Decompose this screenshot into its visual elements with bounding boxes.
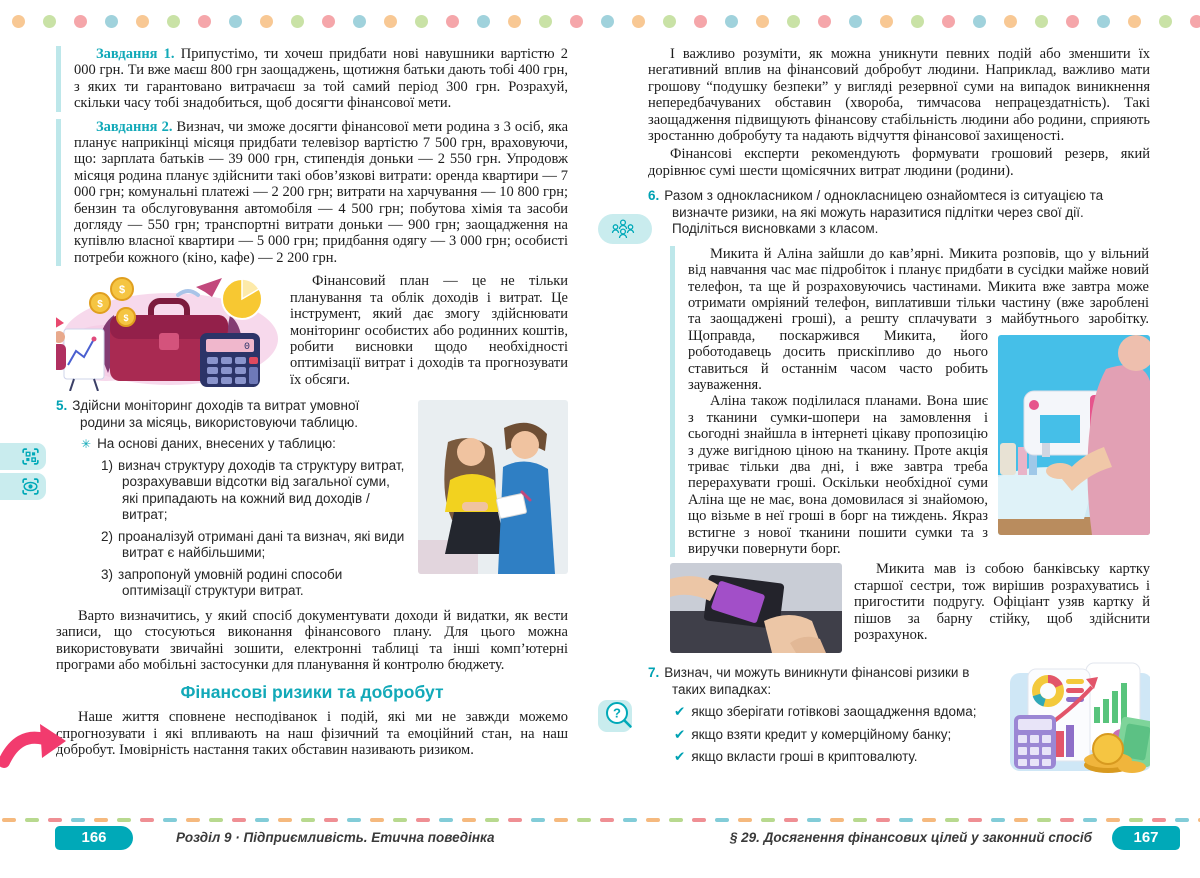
float-spacer bbox=[1149, 246, 1150, 332]
svg-text:0: 0 bbox=[243, 342, 250, 354]
story-paragraph-3: Микита мав із собою банківську картку старшої сестри, тож вирішив розрахуватись і пригостити подругу. Офіціант узяв картку й пішов за барну стійку, щоб здійснити розрахунок. bbox=[854, 561, 1150, 644]
svg-text:$: $ bbox=[118, 284, 126, 297]
exercise-7-check-item: ✔ якщо взяти кредит у комерційному банку; bbox=[674, 726, 952, 742]
exercise-5-item: 1) визнач структуру доходів та структуру витрат, розрахувавши відсотки від загальної суми, які припадають на кожний вид доходів / витрат; bbox=[101, 457, 405, 523]
card-payment-photo bbox=[670, 563, 842, 653]
chapter-footer-text: Розділ 9 · Підприємливість. Етична поведінка bbox=[176, 830, 495, 845]
bottom-dashed-border bbox=[2, 818, 1200, 822]
checkmark-icon: ✔ bbox=[674, 726, 686, 742]
svg-text:$: $ bbox=[97, 299, 103, 311]
task1-label: Завдання 1. bbox=[96, 46, 175, 62]
exercise-5-text: Здійсни моніторинг доходів та витрат умовної родини за місяць, використовуючи таблицю. bbox=[72, 398, 360, 430]
pair-work-chip bbox=[598, 214, 652, 244]
task2-label: Завдання 2. bbox=[96, 118, 173, 135]
checkmark-icon: ✔ bbox=[674, 749, 686, 765]
exercise-5 bbox=[56, 398, 568, 600]
teens-photo bbox=[418, 400, 568, 574]
financial-plan-section bbox=[56, 273, 568, 391]
pink-arrow-decoration bbox=[0, 716, 66, 770]
exercise-5-item: 3) запропонуй умовній родині способи оптимізації структури витрат. bbox=[101, 566, 343, 599]
exercise-6-number: 6. bbox=[648, 188, 660, 204]
task2-text: Визнач, чи зможе досягти фінансової мети родина з 3 осіб, яка планує наприкінці місяця придбати телевізор вартістю 7 500 грн, враховуючи, що: зарплата батьків — 39 000 грн, стипендія доньки — 2 550 грн. Упродовж місяця родина планує здійснити такі обов’язкові витрати: оренда квартири — 7 000 грн; комунальні платежі — 2 200 грн; витрати на харчування — 10 800 грн; бензин та обслуговування автомобіля — 4 500 грн; побутова хімія та засоби догляду — 550 грн; транспортні витрати доньки — 900 грн; заощадження на купівлю власної квартири — 5 000 грн; придбання одягу — 3 000 грн; особисті потреби кожного (кіно, кафе) — 2 200 грн. bbox=[74, 118, 568, 266]
exercise-5-number: 5. bbox=[56, 398, 68, 414]
exercise-7 bbox=[648, 665, 1150, 779]
charts-3d-illustration bbox=[1006, 661, 1150, 779]
financial-plan-text: Фінансовий план — це не тільки планування та облік доходів і витрат. Це інструмент, який дає змогу здійснювати моніторинг особистих або родинних коштів, робити висновки щодо необхідності оптимізації витрат і доходів та прогнозувати їх обсяги. bbox=[290, 273, 568, 388]
story-block bbox=[670, 246, 1150, 558]
paragraph-avoid-events: І важливо розуміти, як можна уникнути певних подій або зменшити їх негативний вплив на фінансовий добробут людини. Наприклад, важливо мати грошову “подушку безпеки” у вигляді резервної суми на випадок виникнення непередбачуваних обставин (хвороба, тимчасова непрацездатність). Такі заощадження підвищують фінансову стабільність людини або родини, сприяють зростанню добробуту та надають відчуття фінансової захищеності. bbox=[648, 46, 1150, 145]
sewing-photo bbox=[998, 335, 1150, 535]
task1-text: Припустімо, ти хочеш придбати нові навушники вартістю 2 000 грн. Ти вже маєш 800 грн заощаджень, щотижня батьки дають тобі 400 грн, з яких ти гарантовано витрачаєш за той самий період 300 грн. Розрахуй, скільки часу тобі знадобиться, щоб досягти фінансової мети. bbox=[74, 46, 568, 112]
exercise-6-text: Разом з однокласником / однокласницею ознайомтеся із ситуацією та визначте ризики, на які можуть наразитися підлітки через свої дії. Поділіться висновками з класом. bbox=[664, 188, 1104, 237]
page-number-badge-right: 167 bbox=[1112, 826, 1180, 850]
story-paragraph-1: Микита й Аліна зайшли до кав’ярні. Микита розповів, що у вільний від навчання час має підробіток і планує придбати в сусідки майже новий телефон, та ще й розраховуючись частинами. Микита вже завтра може отримати омріяний телефон, виплативши тільки частину (вже зароблені та заощаджені гроші), а решту сплачувати з майбутнього заробітку. Щоправда, поскаржився Микита, його роботодавець досить прискіпливо до нього ставиться й останнім часом часто робить зауваження. bbox=[688, 245, 1149, 393]
question-chip bbox=[598, 700, 632, 732]
right-page bbox=[648, 46, 1150, 814]
task2-block bbox=[56, 119, 568, 267]
eye-scan-chip bbox=[0, 473, 46, 500]
section-heading: Фінансові ризики та добробут bbox=[180, 682, 444, 703]
section-footer-text: § 29. Досягнення фінансових цілей у законний спосіб bbox=[729, 830, 1092, 845]
task1-block bbox=[56, 46, 568, 112]
exercise-7-check-item: ✔ якщо вкласти гроші в криптовалюту. bbox=[674, 749, 918, 765]
exercise-5-item: 2) проаналізуй отримані дані та визнач, які види витрат є найбільшими; bbox=[101, 528, 405, 561]
qr-scan-chip bbox=[0, 443, 46, 470]
exercise-7-number: 7. bbox=[648, 665, 660, 681]
exercise-7-check-item: ✔ якщо зберігати готівкові заощадження вдома; bbox=[674, 704, 977, 720]
page-number-badge-left: 166 bbox=[55, 826, 133, 850]
checkmark-icon: ✔ bbox=[674, 704, 686, 720]
svg-text:$: $ bbox=[123, 313, 129, 324]
paragraph-experts: Фінансові експерти рекомендують формувати грошовий резерв, який дорівнює сумі шести щомісячних витрат людини (родини). bbox=[648, 146, 1150, 179]
group-of-people-icon bbox=[610, 218, 636, 240]
eye-scan-icon bbox=[20, 476, 41, 497]
svg-text:?: ? bbox=[612, 705, 621, 721]
exercise-7-text: Визнач, чи можуть виникнути фінансові ризики в таких випадках: bbox=[664, 665, 970, 697]
question-search-icon bbox=[602, 699, 636, 733]
exercise-5-bullet-text: На основі даних, внесених у таблицю: bbox=[97, 436, 336, 452]
top-dotted-border bbox=[12, 15, 1200, 28]
exercise-6 bbox=[648, 188, 1150, 238]
paragraph-documenting: Варто визначитись, у який спосіб документувати доходи й видатки, як вести записи, що стосуються виконання фінансового плану. Для цього можна використовувати звичайні зошити, електронні таблиці та інші комп’ютерні програми або мобільні застосунки для планування й контролю бюджету. bbox=[56, 607, 568, 673]
finance-illustration bbox=[56, 273, 280, 391]
story-paragraph-2: Аліна також поділилася планами. Вона шиє з тканини сумки-шопери на замовлення і сьогодні знайшла в інтернеті цікаву пропозицію з дуже вигідною ціною на тканину. Проте акція триває тільки два дні, і вже завтра треба перерахувати гроші. Оскільки необхідної суми Аліна ще не має, вона домовилася зі знайомою, що візьме в неї гроші в борг на тиждень. Якраз встигне з нової тканини пошити сумки та з виручки повернути борг. bbox=[688, 393, 988, 558]
story-continuation bbox=[670, 561, 1150, 655]
left-page bbox=[56, 46, 568, 814]
sun-bullet-icon: ✳ bbox=[81, 437, 92, 452]
qr-scan-icon bbox=[20, 446, 41, 467]
paragraph-risk: Наше життя сповнене несподіванок і подій, які ми не завжди можемо спрогнозувати і які впливають на наш фізичний та емоційний стан, на наш добробут. Імовірність настання таких обставин називають ризиком. bbox=[56, 709, 568, 759]
